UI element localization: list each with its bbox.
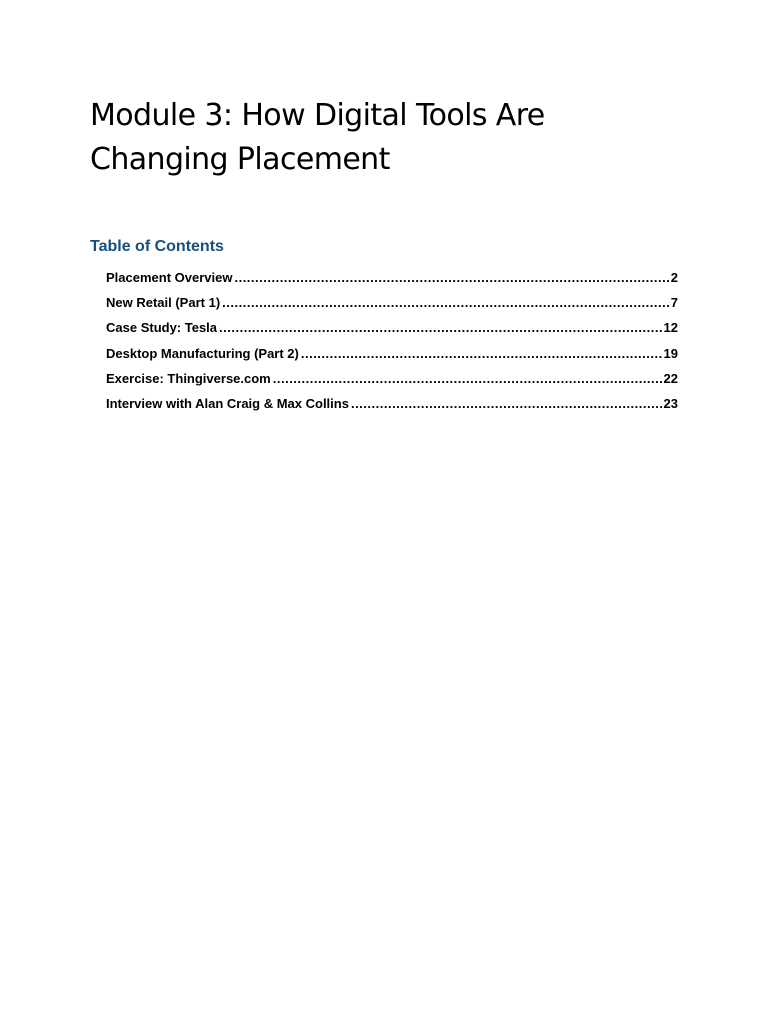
- table-of-contents: [106, 268, 678, 419]
- document-title: Module 3: How Digital Tools Are Changing Placement: [90, 98, 545, 177]
- toc-dot-leader: [273, 369, 662, 389]
- toc-entry-desktop-manufacturing[interactable]: [106, 344, 678, 369]
- toc-entry-label: Interview with Alan Craig & Max Collins: [106, 395, 349, 411]
- toc-entry-page: 23: [663, 395, 678, 411]
- toc-entry-label: Exercise: Thingiverse.com: [106, 370, 271, 386]
- toc-entry-label: New Retail (Part 1): [106, 295, 221, 311]
- toc-entry-new-retail[interactable]: [106, 293, 678, 318]
- toc-dot-leader: [219, 318, 662, 338]
- toc-dot-leader: [301, 344, 662, 364]
- toc-entry-label: Placement Overview: [106, 270, 233, 285]
- toc-heading: Table of Contents: [90, 238, 224, 255]
- toc-entry-page: 12: [663, 320, 678, 336]
- toc-entry-exercise-thingiverse[interactable]: [106, 369, 678, 394]
- toc-dot-leader: [234, 268, 668, 288]
- toc-dot-leader: [222, 293, 669, 313]
- toc-entry-case-study-tesla[interactable]: [106, 318, 678, 343]
- toc-entry-placement-overview[interactable]: [106, 268, 678, 293]
- toc-entry-page: 22: [663, 370, 678, 386]
- toc-entry-page: 2: [670, 270, 678, 285]
- toc-entry-interview[interactable]: [106, 394, 678, 419]
- toc-entry-label: Desktop Manufacturing (Part 2): [106, 345, 299, 361]
- toc-entry-page: 7: [670, 295, 678, 311]
- toc-entry-label: Case Study: Tesla: [106, 320, 218, 336]
- toc-dot-leader: [351, 394, 662, 414]
- toc-entry-page: 19: [663, 345, 678, 361]
